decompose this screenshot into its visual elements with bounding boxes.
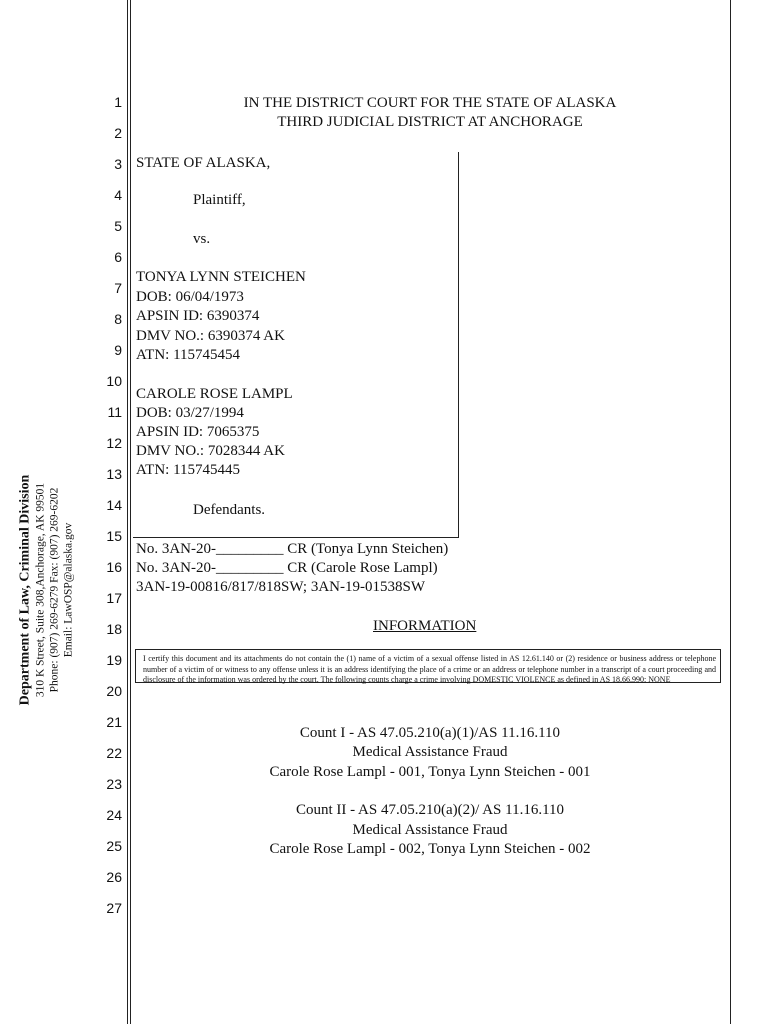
line-number: 23 <box>106 776 122 792</box>
defendant2-dmv: DMV NO.: 7028344 AK <box>136 443 285 459</box>
line-number: 9 <box>114 342 122 358</box>
count2-heading: Count II - AS 47.05.210(a)(2)/ AS 11.16.110 <box>295 802 565 818</box>
line-number: 12 <box>106 435 122 451</box>
line-number: 24 <box>106 807 122 823</box>
sidebar-email: Email: LawOSP@alaska.gov <box>62 522 75 658</box>
case-number-2: No. 3AN-20-_________ CR (Carole Rose Lampl) <box>136 560 438 576</box>
line-number: 17 <box>106 590 122 606</box>
count2-parties: Carole Rose Lampl - 002, Tonya Lynn Steichen - 002 <box>269 841 591 857</box>
line-number: 14 <box>106 497 122 513</box>
court-name: IN THE DISTRICT COURT FOR THE STATE OF ALASKA <box>243 95 617 111</box>
count1-offense: Medical Assistance Fraud <box>352 744 508 760</box>
plaintiff-name: STATE OF ALASKA, <box>136 155 271 171</box>
line-number: 26 <box>106 869 122 885</box>
line-number: 22 <box>106 745 122 761</box>
line-number: 3 <box>114 156 122 172</box>
line-number: 4 <box>114 187 122 203</box>
count2-offense: Medical Assistance Fraud <box>352 822 508 838</box>
defendant2-atn: ATN: 115745445 <box>136 462 241 478</box>
defendant1-dmv: DMV NO.: 6390374 AK <box>136 328 285 344</box>
right-margin-rule <box>730 0 731 1024</box>
line-number: 13 <box>106 466 122 482</box>
line-number: 25 <box>106 838 122 854</box>
line-number: 11 <box>107 404 122 420</box>
defendant2-name: CAROLE ROSE LAMPL <box>136 386 293 402</box>
line-number: 18 <box>106 621 122 637</box>
document-title: INFORMATION <box>373 618 477 634</box>
line-number: 10 <box>106 373 122 389</box>
defendant1-apsin: APSIN ID: 6390374 <box>136 308 260 324</box>
defendants-role: Defendants. <box>193 502 266 518</box>
line-number: 15 <box>106 528 122 544</box>
case-number-3: 3AN-19-00816/817/818SW; 3AN-19-01538SW <box>136 579 426 595</box>
line-number: 19 <box>106 652 122 668</box>
court-district: THIRD JUDICIAL DISTRICT AT ANCHORAGE <box>277 114 583 130</box>
certification-box: I certify this document and its attachments do not contain the (1) name of a victim of a sexual offense listed in AS 12.61.140 or (2) residence or business address or telephone number of a victim of or witness to any offense unless it is an address identifying the place of a crime or an address or telephone number in a transcript of a court proceeding and disclosure of the information was ordered by the court. The following counts charge a crime involving DOMESTIC VIOLENCE as defined in AS 18.66.990: NONE <box>135 649 721 683</box>
line-number: 16 <box>106 559 122 575</box>
versus: vs. <box>193 231 211 247</box>
left-margin-rule <box>127 0 128 1024</box>
defendant1-dob: DOB: 06/04/1973 <box>136 289 244 305</box>
line-number: 27 <box>106 900 122 916</box>
line-number: 20 <box>106 683 122 699</box>
line-number: 5 <box>114 218 122 234</box>
plaintiff-role: Plaintiff, <box>193 192 246 208</box>
case-number-1: No. 3AN-20-_________ CR (Tonya Lynn Steichen) <box>136 541 449 557</box>
line-number: 1 <box>114 94 122 110</box>
sidebar-org: Department of Law, Criminal Division <box>17 474 33 706</box>
sidebar-phone-fax: Phone: (907) 269-6279 Fax: (907) 269-6202 <box>48 487 61 693</box>
defendant2-apsin: APSIN ID: 7065375 <box>136 424 260 440</box>
caption-right-rule <box>458 152 459 538</box>
line-number: 2 <box>114 125 122 141</box>
line-number: 6 <box>114 249 122 265</box>
defendant1-atn: ATN: 115745454 <box>136 347 241 363</box>
line-number: 21 <box>106 714 122 730</box>
count1-heading: Count I - AS 47.05.210(a)(1)/AS 11.16.110 <box>299 725 561 741</box>
caption-bottom-rule <box>133 537 459 538</box>
defendant1-name: TONYA LYNN STEICHEN <box>136 269 306 285</box>
line-number: 8 <box>114 311 122 327</box>
defendant2-dob: DOB: 03/27/1994 <box>136 405 244 421</box>
line-number: 7 <box>114 280 122 296</box>
sidebar-org-block <box>17 310 76 870</box>
left-margin-rule-inner <box>130 0 131 1024</box>
sidebar-address: 310 K Street, Suite 308,Anchorage, AK 99501 <box>34 482 47 698</box>
count1-parties: Carole Rose Lampl - 001, Tonya Lynn Steichen - 001 <box>269 764 591 780</box>
